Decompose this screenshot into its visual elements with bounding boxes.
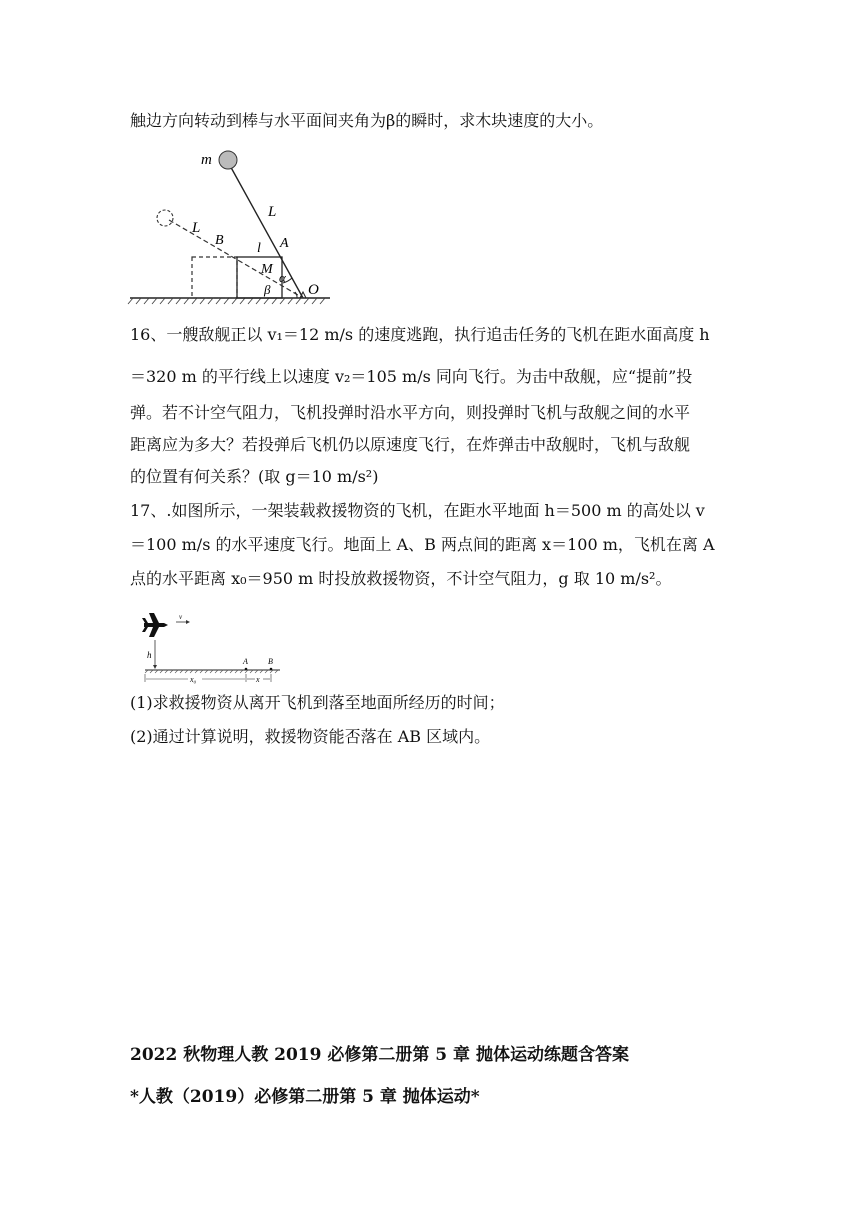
label-m: m <box>201 152 212 168</box>
airplane-icon <box>142 613 168 637</box>
dashed-block <box>192 257 237 298</box>
q16-line-5: 的位置有何关系？(取 g＝10 m/s²) <box>130 467 379 486</box>
label-A-point: A <box>243 657 248 666</box>
ball-dashed <box>157 210 173 226</box>
label-B-point: B <box>268 657 273 666</box>
label-beta: β <box>264 282 271 297</box>
label-h: h <box>147 650 152 660</box>
q16-line-3: 弹。若不计空气阻力，飞机投弹时沿水平方向，则投弹时飞机与敌舰之间的水平 <box>130 403 691 422</box>
label-O: O <box>308 282 319 298</box>
intro-line: 触边方向转动到棒与水平面间夹角为β的瞬时，求木块速度的大小。 <box>130 111 604 130</box>
label-l: l <box>257 241 261 256</box>
section-title: 2022 秋物理人教 2019 必修第二册第 5 章 抛体运动练题含答案 <box>130 1045 629 1065</box>
q17-line-2: ＝100 m/s 的水平速度飞行。地面上 A、B 两点间的距离 x＝100 m，飞机在离 A <box>130 535 715 554</box>
label-x: x <box>256 675 260 684</box>
label-alpha: α <box>279 270 286 285</box>
q17-sub-2: (2)通过计算说明，救援物资能否落在 AB 区域内。 <box>130 727 491 746</box>
ball-m <box>219 151 237 169</box>
rod-dashed <box>169 220 303 298</box>
rod-solid <box>228 162 303 298</box>
q16-line-4: 距离应为多大？若投弹后飞机仍以原速度飞行，在炸弹击中敌舰时，飞机与敌舰 <box>130 435 691 454</box>
block-M <box>237 257 282 298</box>
label-x0: x₀ <box>190 675 197 684</box>
q16-line-1: 16、一艘敌舰正以 v₁＝12 m/s 的速度逃跑，执行追击任务的飞机在距水面高度 h <box>130 325 710 344</box>
label-B: B <box>215 233 224 248</box>
label-v: v <box>179 613 183 621</box>
section-subtitle: *人教（2019）必修第二册第 5 章 抛体运动* <box>130 1087 480 1107</box>
label-A: A <box>280 236 289 251</box>
q17-line-1: 17、.如图所示，一架装载救援物资的飞机，在距水平地面 h＝500 m 的高处以 v <box>130 501 705 520</box>
q16-line-2: ＝320 m 的平行线上以速度 v₂＝105 m/s 同向飞行。为击中敌舰，应“提前”投 <box>130 367 693 386</box>
airplane-drop-diagram <box>140 610 288 688</box>
label-L-top: L <box>268 204 277 220</box>
rod-block-diagram <box>125 140 335 310</box>
label-L-left: L <box>192 220 201 236</box>
label-M: M <box>261 262 273 277</box>
q17-line-3: 点的水平距离 x₀＝950 m 时投放救援物资，不计空气阻力，g 取 10 m/s²。 <box>130 569 672 588</box>
q17-sub-1: (1)求救援物资从离开飞机到落至地面所经历的时间； <box>130 693 505 712</box>
